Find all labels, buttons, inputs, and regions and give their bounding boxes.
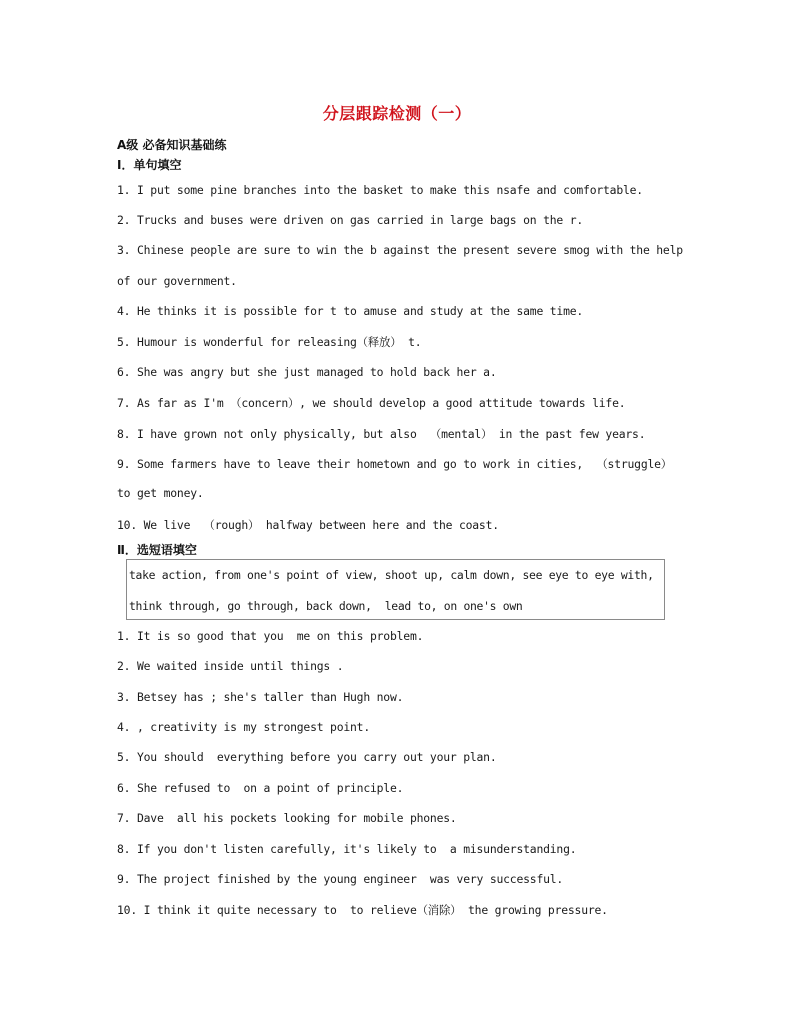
exercise-line: 5. Humour is wonderful for releasing（释放） t. (117, 335, 422, 349)
exercise-line: of our government. (117, 274, 237, 288)
exercise-line: 4. , creativity is my strongest point. (117, 720, 370, 734)
page-title: 分层跟踪检测（一） (322, 104, 472, 123)
section-heading-phrases: Ⅱ．选短语填空 (117, 543, 197, 557)
exercise-line: 9. Some farmers have to leave their hometown and go to work in cities, （struggle） (117, 457, 673, 471)
level-heading: A级 必备知识基础练 (117, 138, 227, 152)
exercise-line: 4. He thinks it is possible for t to amuse and study at the same time. (117, 304, 584, 318)
exercise-line: 3. Chinese people are sure to win the b against the present severe smog with the help (117, 243, 683, 257)
phrase-box-line: think through, go through, back down, lead to, on one's own (129, 599, 523, 613)
exercise-line: 1. It is so good that you me on this problem. (117, 629, 424, 643)
exercise-line: 10. We live （rough） halfway between here and the coast. (117, 518, 499, 532)
phrase-box (126, 559, 665, 620)
exercise-line: 6. She refused to on a point of principle. (117, 781, 404, 795)
exercise-line: 9. The project finished by the young engineer was very successful. (117, 872, 564, 886)
phrase-box-line: take action, from one's point of view, shoot up, calm down, see eye to eye with, (129, 568, 654, 582)
exercise-line: 1. I put some pine branches into the basket to make this nsafe and comfortable. (117, 183, 643, 197)
exercise-line: 10. I think it quite necessary to to relieve（消除） the growing pressure. (117, 903, 608, 917)
exercise-line: 2. We waited inside until things . (117, 659, 344, 673)
exercise-line: to get money. (117, 486, 204, 500)
exercise-line: 2. Trucks and buses were driven on gas carried in large bags on the r. (117, 213, 584, 227)
exercise-line: 6. She was angry but she just managed to hold back her a. (117, 365, 497, 379)
exercise-line: 8. I have grown not only physically, but also （mental） in the past few years. (117, 427, 646, 441)
exercise-line: 8. If you don't listen carefully, it's likely to a misunderstanding. (117, 842, 577, 856)
exercise-line: 7. As far as I'm （concern）, we should develop a good attitude towards life. (117, 396, 626, 410)
exercise-line: 3. Betsey has ; she's taller than Hugh now. (117, 690, 404, 704)
section-heading-fill-in: Ⅰ．单句填空 (117, 158, 182, 172)
exercise-line: 5. You should everything before you carry out your plan. (117, 750, 497, 764)
exercise-line: 7. Dave all his pockets looking for mobile phones. (117, 811, 457, 825)
